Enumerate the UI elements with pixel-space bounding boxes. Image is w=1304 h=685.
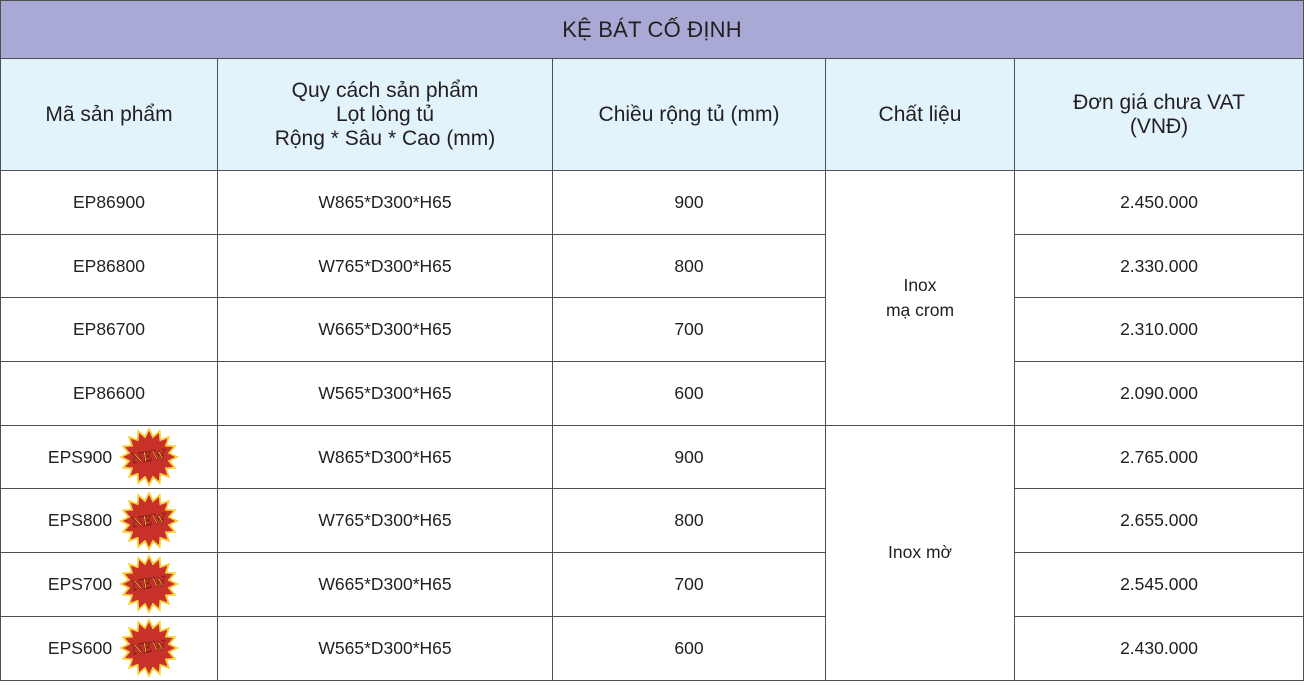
new-starburst-icon (118, 617, 180, 679)
header-spec-line-1: Quy cách sản phẩm (291, 78, 479, 102)
product-code: EP86900 (72, 191, 145, 212)
material-line-2: mạ crom (885, 299, 955, 320)
table-row (1, 553, 1304, 617)
cell-price: 2.310.000 (1015, 298, 1304, 362)
cell-code (1, 234, 218, 298)
cell-material-group-1 (826, 171, 1015, 426)
product-code: EP86600 (72, 382, 145, 403)
header-row (1, 59, 1304, 171)
cell-price: 2.655.000 (1015, 489, 1304, 553)
cell-width: 900 (553, 171, 826, 235)
header-price-line-2: (VNĐ) (1129, 114, 1189, 138)
code-wrap (48, 426, 170, 488)
product-code: EPS700 (47, 573, 113, 594)
cell-price: 2.765.000 (1015, 425, 1304, 489)
code-wrap (48, 553, 170, 615)
new-badge-text: NEW (131, 446, 168, 468)
code-wrap (73, 192, 145, 213)
header-width: Chiều rộng tủ (mm) (553, 59, 826, 171)
new-badge-text: NEW (131, 510, 168, 532)
new-badge-text: NEW (131, 637, 168, 659)
cell-width: 800 (553, 489, 826, 553)
code-wrap (48, 617, 170, 679)
cell-width: 700 (553, 553, 826, 617)
cell-code (1, 171, 218, 235)
product-code: EPS600 (47, 637, 113, 658)
header-material: Chất liệu (826, 59, 1015, 171)
new-starburst-icon (118, 553, 180, 615)
table-body (1, 171, 1304, 681)
table-row (1, 489, 1304, 553)
header-spec (218, 59, 553, 171)
header-code: Mã sản phẩm (1, 59, 218, 171)
cell-price: 2.330.000 (1015, 234, 1304, 298)
product-code: EP86800 (72, 255, 145, 276)
header-price-line-1: Đơn giá chưa VAT (1073, 90, 1245, 114)
cell-spec: W865*D300*H65 (218, 171, 553, 235)
table-row (1, 425, 1304, 489)
cell-code (1, 553, 218, 617)
cell-price: 2.090.000 (1015, 362, 1304, 426)
table-row (1, 298, 1304, 362)
cell-width: 800 (553, 234, 826, 298)
cell-code (1, 425, 218, 489)
header-price (1015, 59, 1304, 171)
table-row (1, 616, 1304, 680)
cell-width: 900 (553, 425, 826, 489)
cell-code (1, 362, 218, 426)
cell-code (1, 489, 218, 553)
product-code: EPS900 (47, 446, 113, 467)
cell-spec: W765*D300*H65 (218, 489, 553, 553)
table-title: KỆ BÁT CỐ ĐỊNH (1, 1, 1304, 59)
new-starburst-icon (118, 426, 180, 488)
cell-material-group-2: Inox mờ (826, 425, 1015, 680)
new-badge-text: NEW (131, 574, 168, 595)
header-spec-line-2: Lọt lòng tủ (335, 102, 435, 126)
product-code: EPS800 (47, 510, 113, 531)
code-wrap (73, 319, 145, 340)
material-line-1: Inox (903, 274, 937, 295)
cell-spec: W565*D300*H65 (218, 616, 553, 680)
cell-price: 2.545.000 (1015, 553, 1304, 617)
cell-width: 700 (553, 298, 826, 362)
table-row (1, 171, 1304, 235)
code-wrap (48, 490, 170, 552)
product-code: EP86700 (72, 319, 145, 340)
cell-spec: W865*D300*H65 (218, 425, 553, 489)
cell-spec: W765*D300*H65 (218, 234, 553, 298)
new-starburst-icon (118, 490, 180, 552)
table-row (1, 234, 1304, 298)
cell-price: 2.430.000 (1015, 616, 1304, 680)
cell-code (1, 298, 218, 362)
cell-spec: W565*D300*H65 (218, 362, 553, 426)
cell-width: 600 (553, 362, 826, 426)
code-wrap (73, 383, 145, 404)
cell-code (1, 616, 218, 680)
cell-spec: W665*D300*H65 (218, 553, 553, 617)
cell-width: 600 (553, 616, 826, 680)
table-row (1, 362, 1304, 426)
cell-spec: W665*D300*H65 (218, 298, 553, 362)
code-wrap (73, 256, 145, 277)
cell-price: 2.450.000 (1015, 171, 1304, 235)
header-spec-line-3: Rộng * Sâu * Cao (mm) (274, 126, 496, 150)
